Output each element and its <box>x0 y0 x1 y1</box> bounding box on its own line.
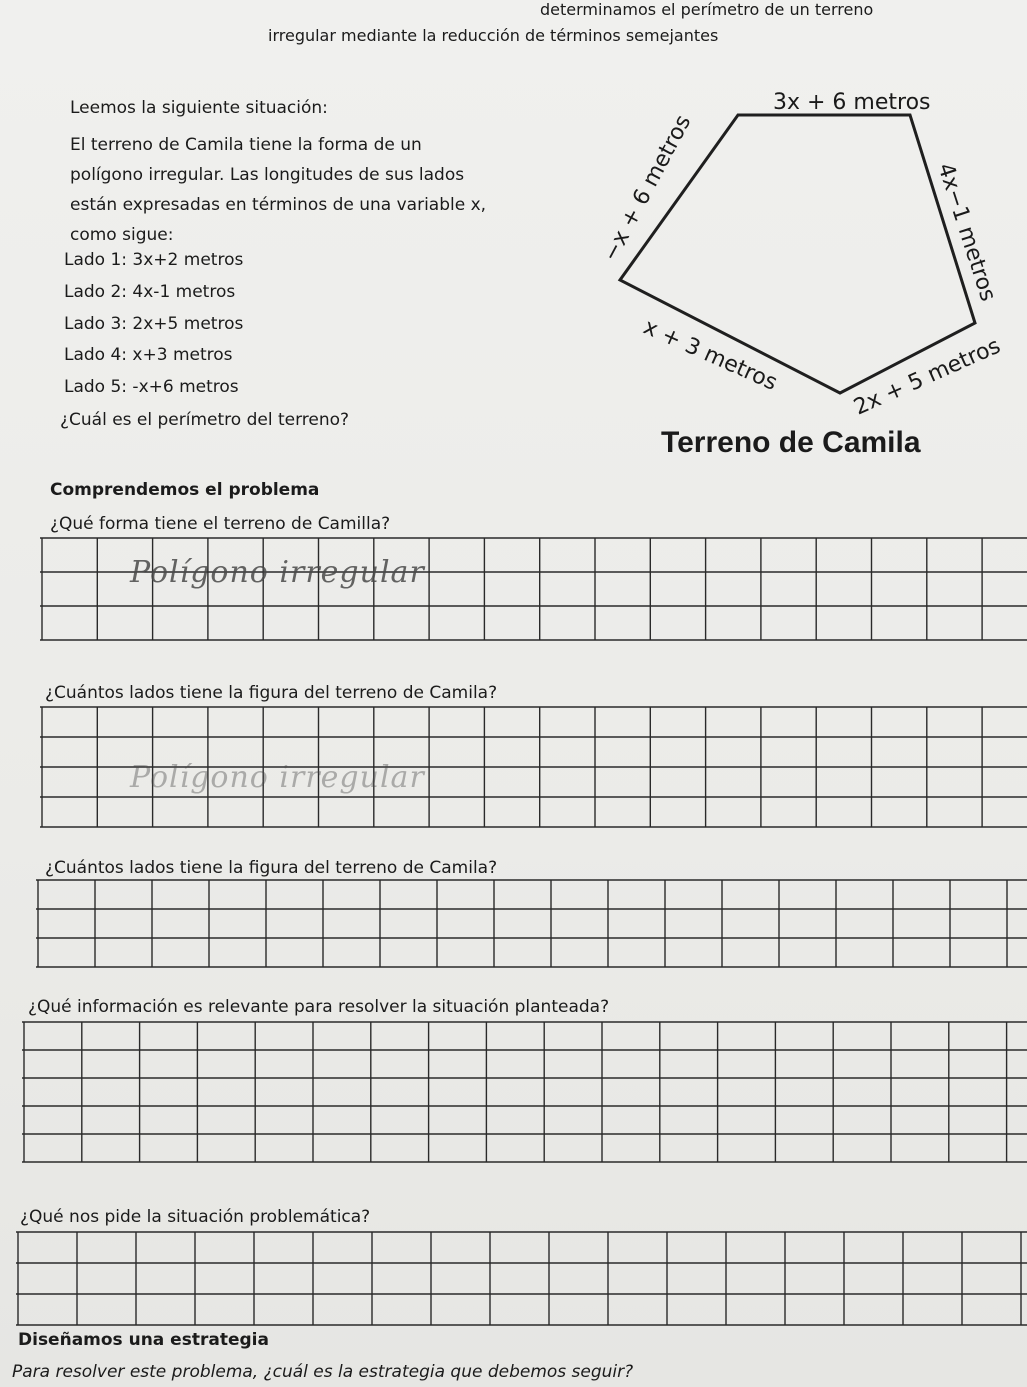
question-4: ¿Qué información es relevante para resolver la situación planteada? <box>28 997 610 1017</box>
question-1: ¿Qué forma tiene el terreno de Camilla? <box>50 514 391 534</box>
side-5: Lado 5: -x+6 metros <box>64 377 239 397</box>
figure-title: Terreno de Camila <box>661 426 921 459</box>
question-2: ¿Cuántos lados tiene la figura del terreno de Camila? <box>45 683 498 703</box>
paragraph-line: El terreno de Camila tiene la forma de un <box>70 135 422 155</box>
header-line-1: determinamos el perímetro de un terreno <box>540 0 874 19</box>
perimeter-question: ¿Cuál es el perímetro del terreno? <box>60 410 350 430</box>
label-right: 4x−1 metros <box>932 160 1001 305</box>
side-3: Lado 3: 2x+5 metros <box>64 314 244 334</box>
label-top: 3x + 6 metros <box>773 90 931 115</box>
intro-text: Leemos la siguiente situación: <box>70 98 328 118</box>
question-3: ¿Cuántos lados tiene la figura del terreno de Camila? <box>45 858 498 878</box>
label-bottom-right: 2x + 5 metros <box>850 333 1005 420</box>
paragraph-line: polígono irregular. Las longitudes de sus lados <box>70 165 465 185</box>
label-left: −x + 6 metros <box>598 111 697 266</box>
disenamos-heading: Diseñamos una estrategia <box>18 1330 269 1350</box>
side-1: Lado 1: 3x+2 metros <box>64 250 244 270</box>
pentagon-figure <box>590 80 1020 420</box>
handwritten-answer-1: Polígono irregular <box>130 555 425 590</box>
header-line-2: irregular mediante la reducción de términos semejantes <box>268 26 719 45</box>
question-6: Para resolver este problema, ¿cuál es la estrategia que debemos seguir? <box>12 1362 634 1382</box>
handwritten-answer-2: Polígono irregular <box>130 760 425 795</box>
side-4: Lado 4: x+3 metros <box>64 345 233 365</box>
situation-paragraph <box>70 130 565 250</box>
paragraph-line: como sigue: <box>70 225 174 245</box>
question-5: ¿Qué nos pide la situación problemática? <box>20 1207 371 1227</box>
answer-grid-1[interactable] <box>40 536 1027 646</box>
answer-grid-4[interactable] <box>22 1020 1027 1168</box>
answer-grid-3[interactable] <box>36 878 1027 970</box>
label-bottom-left: x + 3 metros <box>639 314 781 396</box>
comprendemos-heading: Comprendemos el problema <box>50 480 320 500</box>
side-2: Lado 2: 4x-1 metros <box>64 282 236 302</box>
answer-grid-5[interactable] <box>16 1230 1027 1328</box>
paragraph-line: están expresadas en términos de una variable x, <box>70 195 487 215</box>
